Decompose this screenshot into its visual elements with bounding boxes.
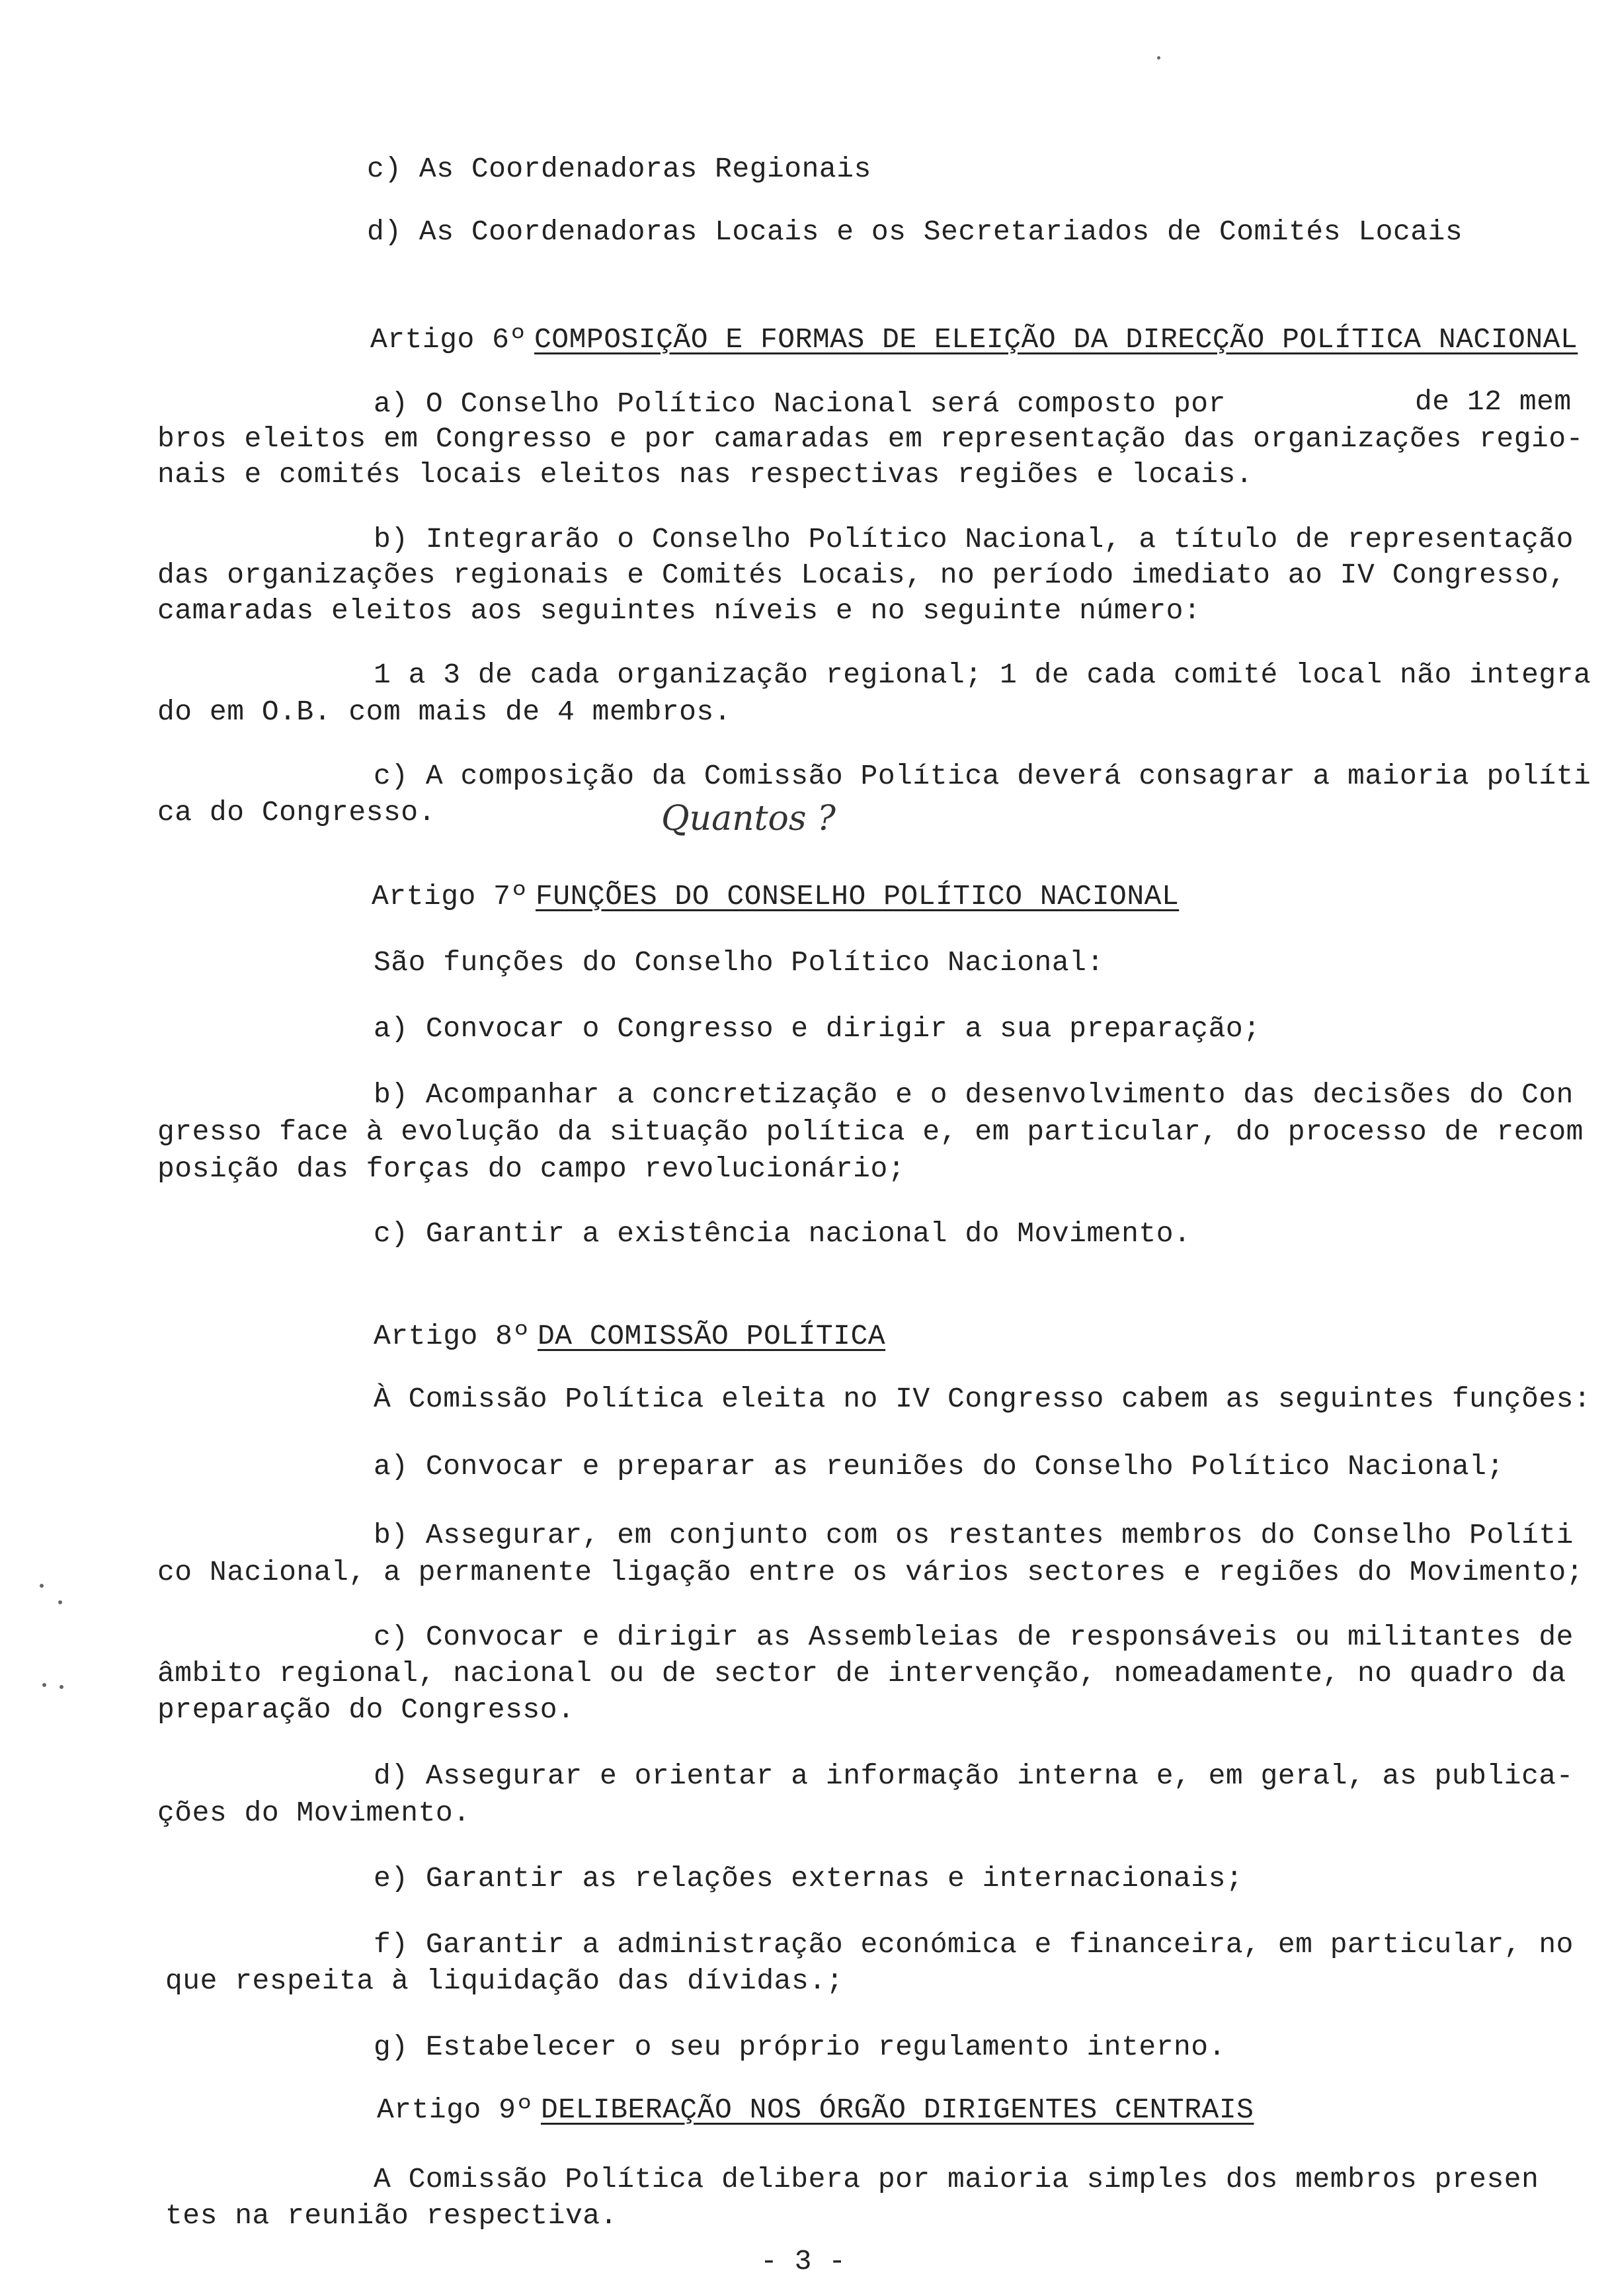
article-heading-label: Artigo 7º bbox=[372, 880, 528, 913]
scan-speck bbox=[60, 1685, 63, 1689]
article-heading-title: COMPOSIÇÃO E FORMAS DE ELEIÇÃO DA DIRECÇÃO POLÍTICA NACIONAL bbox=[534, 323, 1578, 356]
scan-speck bbox=[58, 1600, 62, 1604]
text-line: que respeita à liquidação das dívidas.; bbox=[165, 1965, 844, 1997]
text-line: b) Assegurar, em conjunto com os restantes membros do Conselho Políti bbox=[374, 1519, 1574, 1551]
scan-speck bbox=[1157, 56, 1160, 60]
article-heading-label: Artigo 6º bbox=[370, 323, 527, 356]
text-line: gresso face à evolução da situação política e, em particular, do processo de recom bbox=[157, 1116, 1584, 1148]
text-line: c) Garantir a existência nacional do Movimento. bbox=[374, 1217, 1191, 1250]
article-heading-label: Artigo 9º bbox=[377, 2094, 534, 2126]
text-line: tes na reunião respectiva. bbox=[165, 2199, 618, 2232]
text-line: a) Convocar o Congresso e dirigir a sua preparação; bbox=[374, 1012, 1261, 1045]
scan-speck bbox=[40, 1584, 44, 1588]
text-line: c) As Coordenadoras Regionais bbox=[367, 153, 871, 185]
text-line: f) Garantir a administração económica e financeira, em particular, no bbox=[374, 1928, 1574, 1961]
text-line: c) Convocar e dirigir as Assembleias de responsáveis ou militantes de bbox=[374, 1621, 1574, 1653]
article-heading-label: Artigo 8º bbox=[374, 1320, 530, 1352]
text-line: âmbito regional, nacional ou de sector de intervenção, nomeadamente, no quadro da bbox=[157, 1657, 1566, 1690]
text-line: b) Acompanhar a concretização e o desenvolvimento das decisões do Con bbox=[374, 1079, 1574, 1111]
article-heading-title: DELIBERAÇÃO NOS ÓRGÃO DIRIGENTES CENTRAIS bbox=[541, 2094, 1254, 2126]
handwritten-note: Quantos ? bbox=[661, 799, 836, 839]
text-line: a) Convocar e preparar as reuniões do Conselho Político Nacional; bbox=[374, 1450, 1504, 1483]
text-line: das organizações regionais e Comités Locais, no período imediato ao IV Congresso, bbox=[157, 559, 1566, 591]
article-heading-title: DA COMISSÃO POLÍTICA bbox=[538, 1320, 886, 1352]
text-line: de 12 mem bbox=[1415, 386, 1572, 418]
text-line: preparação do Congresso. bbox=[157, 1694, 575, 1726]
text-line: do em O.B. com mais de 4 membros. bbox=[157, 696, 732, 728]
text-line: b) Integrarão o Conselho Político Nacional, a título de representação bbox=[374, 523, 1574, 555]
text-line: A Comissão Política delibera por maioria simples dos membros presen bbox=[374, 2163, 1539, 2195]
text-line: posição das forças do campo revolucionário; bbox=[157, 1153, 906, 1185]
text-line: São funções do Conselho Político Nacional: bbox=[374, 946, 1104, 979]
text-line: g) Estabelecer o seu próprio regulamento interno. bbox=[374, 2031, 1226, 2063]
text-line: c) A composição da Comissão Política deverá consagrar a maioria políti bbox=[374, 760, 1591, 792]
text-line: À Comissão Política eleita no IV Congresso cabem as seguintes funções: bbox=[374, 1383, 1591, 1415]
text-line: 1 a 3 de cada organização regional; 1 de cada comité local não integra bbox=[374, 659, 1591, 691]
text-line: nais e comités locais eleitos nas respectivas regiões e locais. bbox=[157, 458, 1254, 491]
text-line: bros eleitos em Congresso e por camaradas em representação das organizações regio- bbox=[157, 423, 1584, 455]
article-heading-title: FUNÇÕES DO CONSELHO POLÍTICO NACIONAL bbox=[536, 880, 1180, 913]
text-line: d) As Coordenadoras Locais e os Secretariados de Comités Locais bbox=[367, 216, 1463, 248]
text-line: d) Assegurar e orientar a informação interna e, em geral, as publica- bbox=[374, 1760, 1574, 1792]
text-line: ções do Movimento. bbox=[157, 1797, 471, 1829]
text-line: ca do Congresso. bbox=[157, 796, 436, 829]
text-line: e) Garantir as relações externas e internacionais; bbox=[374, 1862, 1244, 1895]
text-line: co Nacional, a permanente ligação entre os vários sectores e regiões do Movimento; bbox=[157, 1556, 1584, 1588]
text-line: a) O Conselho Político Nacional será composto por bbox=[374, 388, 1226, 420]
scan-speck bbox=[42, 1683, 46, 1687]
page-number: - 3 - bbox=[760, 2245, 846, 2277]
text-line: camaradas eleitos aos seguintes níveis e no seguinte número: bbox=[157, 594, 1201, 627]
